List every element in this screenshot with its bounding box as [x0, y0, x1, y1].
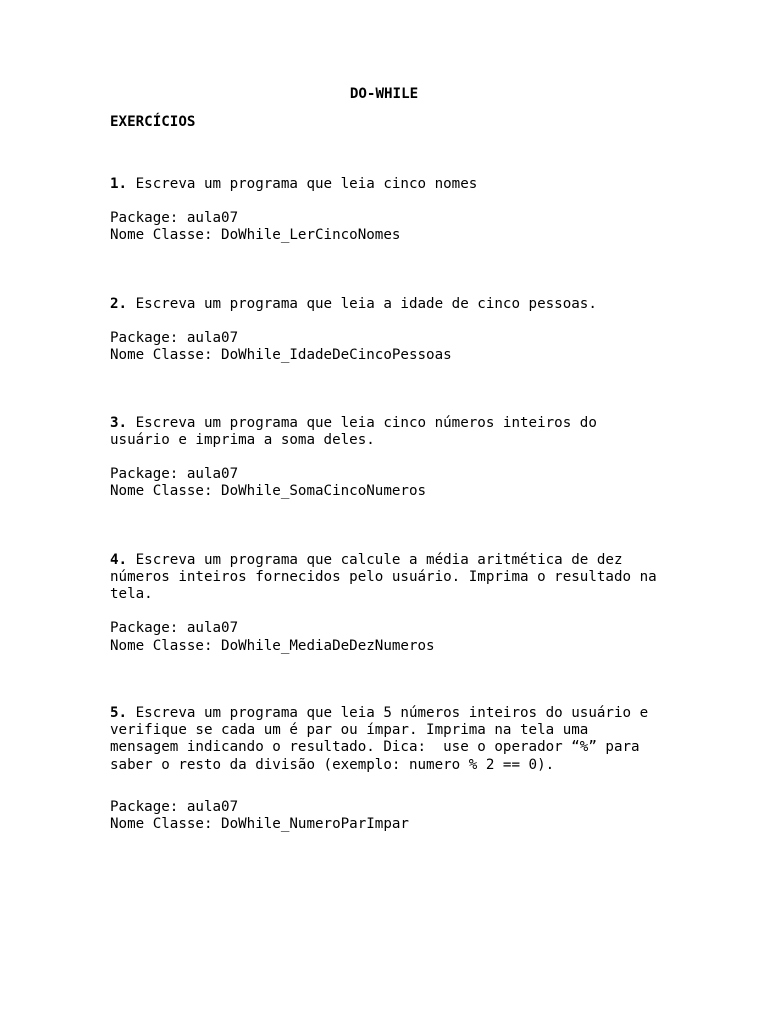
- exercise-3: [110, 415, 710, 501]
- exercise-statement: 5. Escreva um programa que leia 5 números inteiros do usuário e: [110, 705, 649, 721]
- exercise-statement: 1. Escreva um programa que leia cinco nomes: [110, 176, 478, 192]
- exercise-number: 2.: [110, 296, 128, 312]
- exercise-5: [110, 705, 710, 833]
- exercise-number: 4.: [110, 552, 128, 568]
- exercise-statement-line: verifique se cada um é par ou ímpar. Imprima na tela uma: [110, 722, 589, 739]
- package-label: Package: aula07: [110, 620, 239, 637]
- section-heading: EXERCÍCIOS: [110, 114, 196, 130]
- exercise-statement: 2. Escreva um programa que leia a idade de cinco pessoas.: [110, 296, 597, 312]
- exercise-1: [110, 176, 710, 244]
- class-name-label: Nome Classe: DoWhile_SomaCincoNumeros: [110, 483, 427, 500]
- exercise-number: 1.: [110, 176, 128, 192]
- exercise-statement-line: números inteiros fornecidos pelo usuário. Imprima o resultado na: [110, 569, 657, 586]
- exercise-statement-line: usuário e imprima a soma deles.: [110, 432, 375, 449]
- exercise-2: [110, 296, 710, 364]
- exercise-statement-line: mensagem indicando o resultado. Dica: use o operador “%” para: [110, 739, 640, 756]
- class-name-label: Nome Classe: DoWhile_IdadeDeCincoPessoas: [110, 347, 452, 364]
- package-label: Package: aula07: [110, 798, 239, 815]
- class-name-label: Nome Classe: DoWhile_MediaDeDezNumeros: [110, 637, 435, 654]
- class-name-label: Nome Classe: DoWhile_NumeroParImpar: [110, 816, 409, 833]
- exercise-statement: 3. Escreva um programa que leia cinco números inteiros do: [110, 415, 597, 431]
- exercise-number: 5.: [110, 705, 128, 721]
- exercise-4: [110, 552, 710, 655]
- exercise-statement: 4. Escreva um programa que calcule a média aritmética de dez: [110, 552, 623, 568]
- package-label: Package: aula07: [110, 330, 239, 346]
- exercise-statement-line: saber o resto da divisão (exemplo: numero % 2 == 0).: [110, 756, 555, 773]
- page-title: DO-WHILE: [349, 86, 419, 102]
- exercise-number: 3.: [110, 415, 128, 431]
- package-label: Package: aula07: [110, 210, 239, 226]
- package-label: Package: aula07: [110, 466, 239, 483]
- exercise-statement-line: tela.: [110, 586, 153, 603]
- class-name-label: Nome Classe: DoWhile_LerCincoNomes: [110, 227, 401, 244]
